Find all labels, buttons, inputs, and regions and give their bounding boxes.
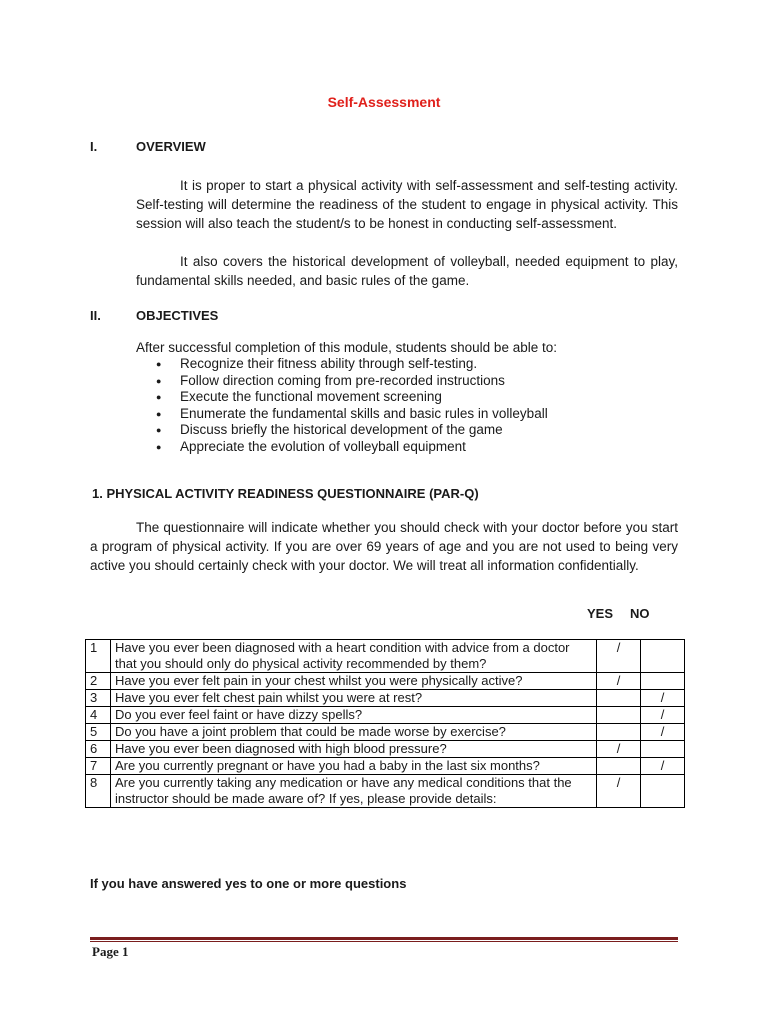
objectives-intro: After successful completion of this module, students should be able to: xyxy=(136,340,557,355)
document-title: Self-Assessment xyxy=(327,94,441,110)
yes-cell: / xyxy=(597,673,641,690)
overview-paragraph-2 xyxy=(136,252,678,290)
question-cell: Have you ever felt pain in your chest whilst you were physically active? xyxy=(110,673,596,690)
yes-column-header: YES xyxy=(587,606,614,621)
row-number: 5 xyxy=(86,724,111,741)
list-item xyxy=(156,439,548,456)
parq-heading: 1. PHYSICAL ACTIVITY READINESS QUESTIONNAIRE (PAR-Q) xyxy=(92,486,479,501)
row-number: 7 xyxy=(86,758,111,775)
row-number: 1 xyxy=(86,640,111,673)
list-item xyxy=(156,356,548,373)
question-cell: Are you currently taking any medication or have any medical conditions that the instructor should be made aware of? If yes, please provide details: xyxy=(110,775,596,808)
no-cell xyxy=(641,673,685,690)
overview-paragraph-1 xyxy=(136,176,678,233)
table-row xyxy=(86,724,685,741)
no-cell: / xyxy=(641,724,685,741)
no-cell xyxy=(641,741,685,758)
no-cell: / xyxy=(641,690,685,707)
footer-rule xyxy=(90,937,678,940)
objectives-section-number: II. xyxy=(90,308,101,323)
no-cell xyxy=(641,775,685,808)
yes-cell xyxy=(597,690,641,707)
question-cell: Do you ever feel faint or have dizzy spells? xyxy=(110,707,596,724)
parq-intro-text: The questionnaire will indicate whether you should check with your doctor before you start a program of physical activity. If you are over 69 years of age and you are not used to being very active you should certainly check with your doctor. We will treat all information confidentially. xyxy=(90,520,678,573)
parq-intro xyxy=(90,518,678,575)
objective-text: Appreciate the evolution of volleyball equipment xyxy=(180,438,466,454)
row-number: 4 xyxy=(86,707,111,724)
footer-rule-thin xyxy=(90,941,678,942)
table-row xyxy=(86,775,685,808)
objectives-heading: OBJECTIVES xyxy=(136,308,219,323)
row-number: 3 xyxy=(86,690,111,707)
yes-cell: / xyxy=(597,640,641,673)
table-row xyxy=(86,690,685,707)
overview-section-number: I. xyxy=(90,139,98,154)
list-item xyxy=(156,373,548,390)
no-cell: / xyxy=(641,707,685,724)
question-cell: Are you currently pregnant or have you had a baby in the last six months? xyxy=(110,758,596,775)
list-item xyxy=(156,422,548,439)
overview-paragraph-1-text: It is proper to start a physical activity with self-assessment and self-testing activity. Self-testing will determine the readiness of the student to engage in physical activity. This session will also teach the student/s to be honest in conducting self-assessment. xyxy=(136,178,678,231)
table-row xyxy=(86,673,685,690)
objective-text: Recognize their fitness ability through self-testing. xyxy=(180,356,478,371)
question-cell: Have you ever felt chest pain whilst you were at rest? xyxy=(110,690,596,707)
list-item xyxy=(156,389,548,406)
no-column-header: NO xyxy=(630,606,650,621)
bullet-icon: ● xyxy=(156,425,162,436)
row-number: 2 xyxy=(86,673,111,690)
objective-text: Execute the functional movement screening xyxy=(180,389,442,404)
bullet-icon: ● xyxy=(156,441,162,452)
question-cell: Have you ever been diagnosed with a heart condition with advice from a doctor that you should only do physical activity recommended by them? xyxy=(110,640,596,673)
question-cell: Do you have a joint problem that could be made worse by exercise? xyxy=(110,724,596,741)
yes-cell: / xyxy=(597,741,641,758)
list-item xyxy=(156,406,548,423)
page-number: Page 1 xyxy=(92,944,129,959)
table-row xyxy=(86,741,685,758)
overview-paragraph-2-text: It also covers the historical development of volleyball, needed equipment to play, fundamental skills needed, and basic rules of the game. xyxy=(136,254,678,288)
question-cell: Have you ever been diagnosed with high blood pressure? xyxy=(110,741,596,758)
yes-cell xyxy=(597,724,641,741)
yes-cell xyxy=(597,707,641,724)
table-row xyxy=(86,758,685,775)
objective-text: Enumerate the fundamental skills and basic rules in volleyball xyxy=(180,405,548,421)
parq-followup-text: If you have answered yes to one or more questions xyxy=(90,876,407,891)
row-number: 6 xyxy=(86,741,111,758)
objectives-list xyxy=(156,356,548,455)
bullet-icon: ● xyxy=(156,359,162,370)
parq-table xyxy=(85,639,685,808)
no-cell: / xyxy=(641,758,685,775)
bullet-icon: ● xyxy=(156,408,162,419)
bullet-icon: ● xyxy=(156,392,162,403)
no-cell xyxy=(641,640,685,673)
objective-text: Follow direction coming from pre-recorded instructions xyxy=(180,372,505,388)
objective-text: Discuss briefly the historical development of the game xyxy=(180,422,503,437)
yes-cell: / xyxy=(597,775,641,808)
row-number: 8 xyxy=(86,775,111,808)
overview-heading: OVERVIEW xyxy=(136,139,206,154)
yes-cell xyxy=(597,758,641,775)
table-row xyxy=(86,707,685,724)
bullet-icon: ● xyxy=(156,375,162,386)
table-row xyxy=(86,640,685,673)
